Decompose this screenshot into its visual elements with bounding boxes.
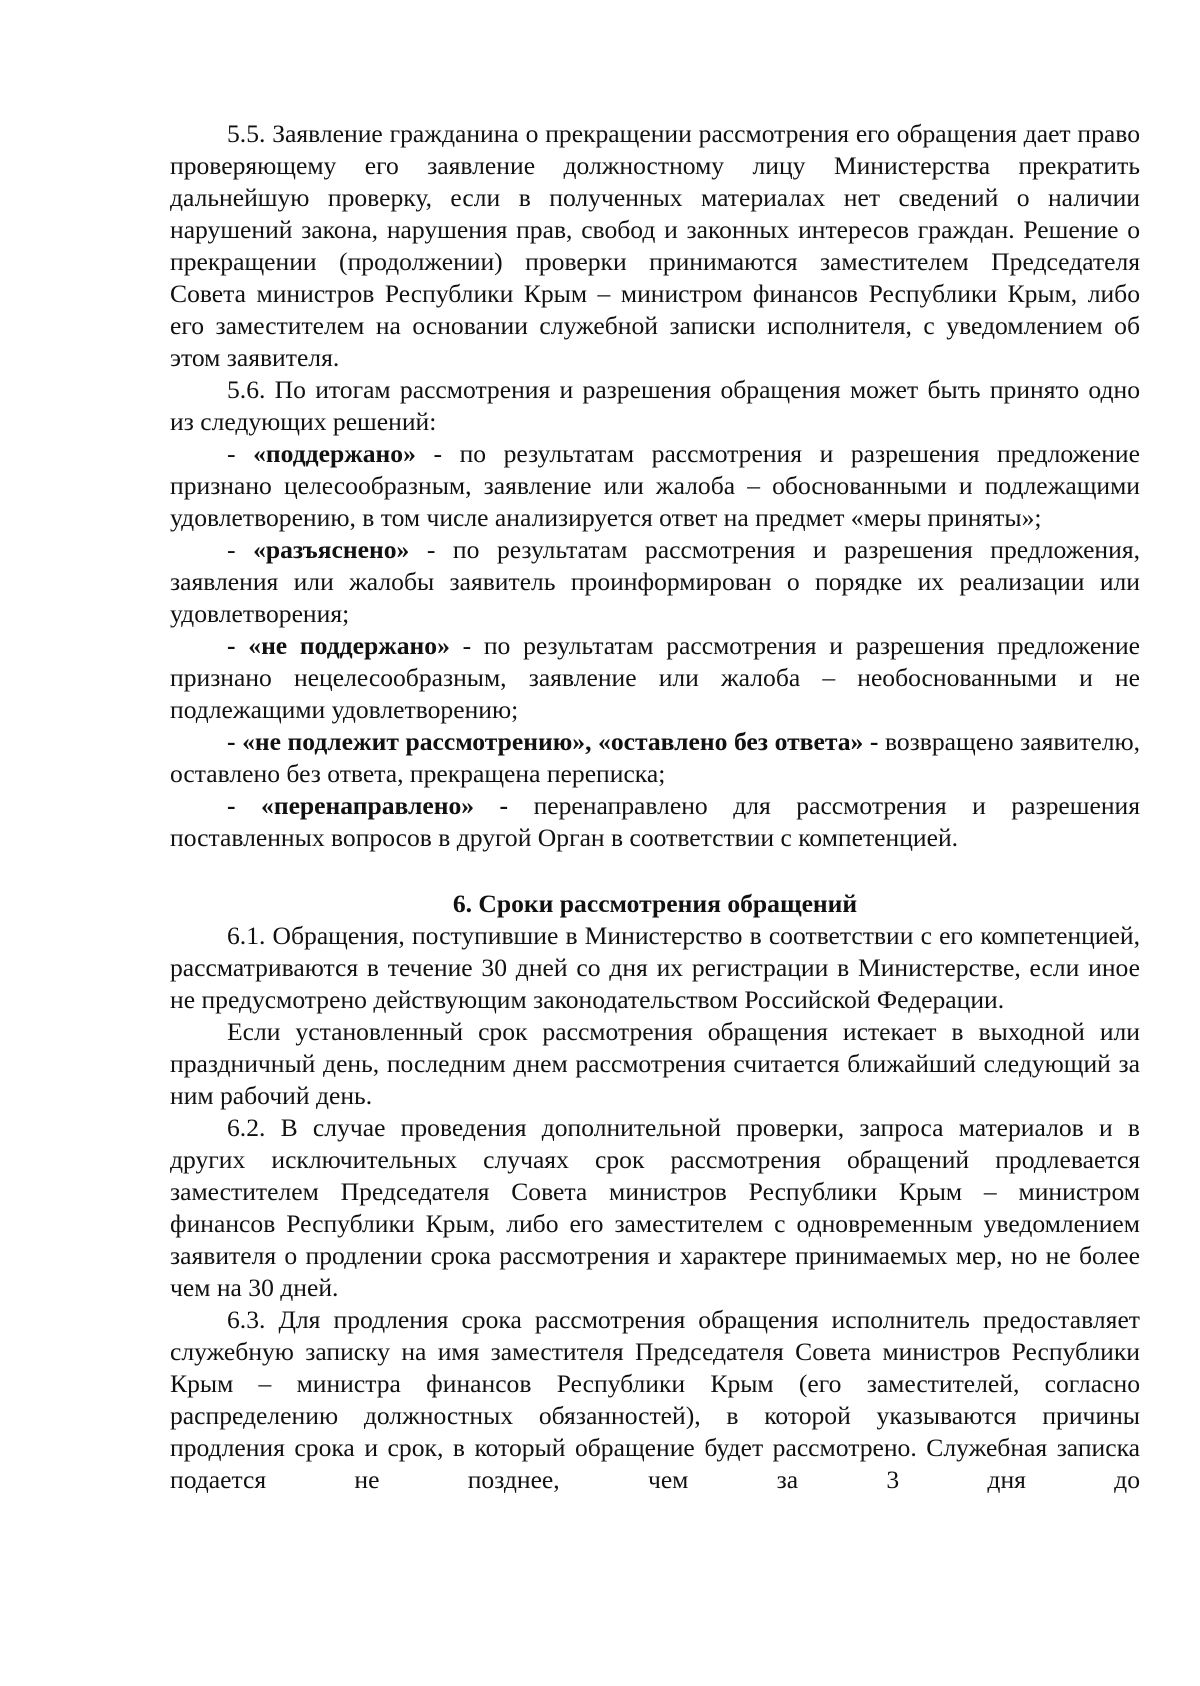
decision-description: перенаправлено для рассмотрения и разрешения поставленных вопросов в другой Орган в соответствии с компетенцией. (170, 791, 1140, 852)
decision-item-not-subject (170, 726, 1140, 790)
decision-description: - по результатам рассмотрения и разрешения предложение признано нецелесообразным, заявление или жалоба – необоснованными и не подлежащими удовлетворению; (170, 631, 1141, 724)
item-dash: - (227, 791, 236, 820)
decision-item-supported (170, 438, 1140, 534)
decision-term: «не поддержано» (248, 631, 450, 660)
decision-description: - по результатам рассмотрения и разрешения предложение признано целесообразным, заявление или жалоба – обоснованными и подлежащими удовлетворению, в том числе анализируется ответ на предмет «меры приняты»; (170, 439, 1140, 532)
paragraph-6-1-deadline: Если установленный срок рассмотрения обращения истекает в выходной или праздничный день, последним днем рассмотрения считается ближайший следующий за ним рабочий день. (170, 1017, 1140, 1110)
decision-term: «не подлежит рассмотрению», «оставлено без ответа» - (242, 727, 879, 756)
item-dash: - (227, 727, 236, 756)
decision-item-redirected (170, 790, 1140, 854)
decision-item-explained (170, 534, 1140, 630)
paragraph-5-5: 5.5. Заявление гражданина о прекращении рассмотрения его обращения дает право проверяющему его заявление должностному лицу Министерства прекратить дальнейшую проверку, если в полученных материалах нет сведений о наличии нарушений закона, нарушения прав, свобод и законных интересов граждан. Решение о прекращении (продолжении) проверки принимаются заместителем Председателя Совета министров Республики Крым – министром финансов Республики Крым, либо его заместителем на основании служебной записки исполнителя, с уведомлением об этом заявителя. (170, 119, 1140, 372)
paragraph-5-6: 5.6. По итогам рассмотрения и разрешения обращения может быть принято одно из следующих решений: (170, 375, 1140, 436)
document-body (170, 118, 1140, 1496)
decision-term: «перенаправлено» - (261, 791, 509, 820)
item-dash: - (227, 535, 236, 564)
item-dash: - (227, 439, 236, 468)
decision-description: возвращено заявителю, оставлено без ответа, прекращена переписка; (170, 727, 1140, 788)
paragraph-6-1: 6.1. Обращения, поступившие в Министерство в соответствии с его компетенцией, рассматриваются в течение 30 дней со дня их регистрации в Министерстве, если иное не предусмотрено действующим законодательством Российской Федерации. (170, 921, 1140, 1014)
item-dash: - (227, 631, 236, 660)
section-heading-6: 6. Сроки рассмотрения обращений (452, 889, 858, 918)
paragraph-6-2: 6.2. В случае проведения дополнительной проверки, запроса материалов и в других исключительных случаях срок рассмотрения обращений продлевается заместителем Председателя Совета министров Республики Крым – министром финансов Республики Крым, либо его заместителем с одновременным уведомлением заявителя о продлении срока рассмотрения и характере принимаемых мер, но не более чем на 30 дней. (170, 1113, 1140, 1302)
decision-item-not-supported (170, 630, 1140, 726)
decision-description: - по результатам рассмотрения и разрешения предложения, заявления или жалобы заявитель проинформирован о порядке их реализации или удовлетворения; (170, 535, 1140, 628)
paragraph-6-3: 6.3. Для продления срока рассмотрения обращения исполнитель предоставляет служебную записку на имя заместителя Председателя Совета министров Республики Крым – министра финансов Республики Крым (его заместителей, согласно распределению должностных обязанностей), в которой указываются причины продления срока и срок, в который обращение будет рассмотрено. Служебная записка подается не позднее, чем за 3 дня до (170, 1305, 1140, 1494)
decision-term: «разъяснено» (253, 535, 410, 564)
decision-term: «поддержано» (253, 439, 416, 468)
